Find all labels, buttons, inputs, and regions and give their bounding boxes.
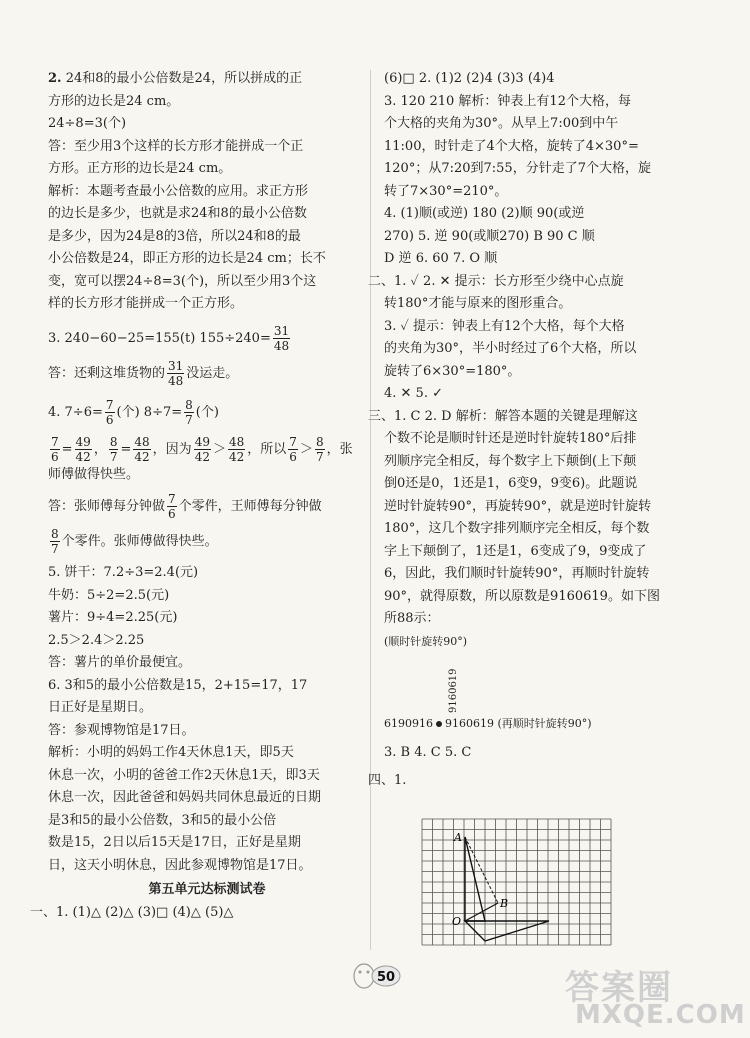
figure-caption: (顺时针旋转90°): [384, 634, 468, 648]
text-line: ，张: [326, 441, 353, 457]
text-line: 11:00，时针走了4个大格，旋转了4×30°=: [384, 138, 639, 154]
text-line: 个数不论是顺时针还是逆时针旋转180°后排: [384, 431, 637, 446]
right-column: [368, 68, 710, 793]
fraction: [167, 492, 177, 521]
text-line: 的边长是多少，也就是求24和8的最小公倍数: [48, 206, 307, 221]
text-line: 3. 120 210 解析：钟表上有12个大格，每: [384, 93, 631, 109]
denominator: 48: [168, 373, 184, 388]
text-line: 薯片：9÷4=2.25(元): [48, 610, 178, 625]
text-line: (6)□ 2. (1)2 (2)4 (3)3 (4)4: [384, 71, 555, 86]
numerator: 48: [228, 434, 245, 449]
text-line: 3. B 4. C 5. C: [384, 744, 472, 760]
text-line: 解析：本题考查最小公倍数的应用。求正方形: [48, 183, 309, 199]
numerator: 49: [75, 434, 91, 449]
text-line: 6. 3和5的最小公倍数是15，2+15=17，17: [48, 677, 308, 693]
numerator: 48: [134, 434, 150, 449]
text-line: D 逆 6. 60 7. O 顺: [384, 251, 498, 266]
fraction: [315, 435, 325, 464]
denominator: 7: [315, 449, 324, 464]
text-line: ，所以: [247, 441, 287, 457]
text-line: 4. ✕ 5. ✓: [384, 386, 443, 401]
fraction: [133, 435, 150, 464]
text-line: 字上下颠倒了，1还是1，6变成了9，9变成了: [384, 543, 647, 559]
text-line: 三、1. C 2. D 解析：解答本题的关键是理解这: [368, 408, 638, 424]
text-line: 转180°才能与原来的图形重合。: [384, 296, 572, 311]
fraction: [194, 435, 211, 464]
numerator: 7: [105, 397, 114, 412]
figure-caption: (再顺时针旋转90°): [497, 717, 592, 730]
triangle-original: [465, 837, 485, 921]
numerator: 7: [51, 434, 59, 449]
text-line: 是3和5的最小公倍数，3和5的最小公倍: [48, 812, 277, 828]
text-line: 倒0还是0，1还是1，6变9，9变6)。此题说: [384, 476, 638, 491]
denominator: 42: [194, 449, 210, 464]
center-dot-icon: [436, 721, 442, 727]
text-line: 牛奶：5÷2=2.5(元): [48, 587, 170, 603]
text-line: 解析：小明的妈妈工作4天休息1天，即5天: [48, 745, 294, 760]
watermark-url: MXQE.COM: [575, 1000, 746, 1030]
label-o: O: [452, 915, 462, 928]
text-line: ，因为: [152, 441, 192, 457]
text-line: 师傅做得快些。: [48, 466, 140, 482]
q2-number: 2.: [48, 71, 62, 86]
text-line: 24÷8=3(个): [48, 116, 127, 131]
numerator: 31: [168, 358, 184, 373]
figure-number: 6190916: [384, 717, 433, 730]
text-line: 二、1. ✓ 2. ✕ 提示：长方形至少绕中心点旋: [368, 273, 624, 289]
watermark-text: 答案圈: [565, 968, 673, 1008]
numerator: 8: [185, 397, 193, 412]
segment-ab-dashed: [465, 837, 498, 903]
text-line: 方形的边长是24 cm。: [48, 93, 180, 109]
numerator: 7: [289, 434, 297, 449]
denominator: 6: [105, 412, 114, 427]
rotation-grid-figure: [420, 817, 614, 947]
text-line: 转了7×30°=210°。: [384, 183, 508, 199]
text-line: 四、1.: [368, 773, 407, 788]
denominator: 42: [228, 449, 245, 464]
denominator: 42: [134, 449, 150, 464]
text-line: 列顺序完全相反，每个数字上下颠倒(上下颠: [384, 453, 637, 469]
left-column: 2. 24和8的最小公倍数是24，所以拼成的正 方形的边长是24 cm。 24÷8=3(个) 答：至少用3个这样的长方形才能拼成一个正 方形。正方形的边长是24 cm。 解析：本题考查最小公倍数的应用。求正方形 的边长是多少，也就是求24和8的最小公倍数 是多少，因为24是8的3倍，所以24和8的最 小公倍数是24，即正方形的边长是24 cm；长不 变，宽可以摆24÷8=3(个)，所以至少用3个这 样的长方形才能拼成一个正方形。 3. 240−60−25=155(t) 155÷240= $\frac{31}{48}$ 答：还剩这堆货物的 $\frac{31}{48}$ 没运走。 4. 7÷6= $\frac{7}{6}$ (个) 8÷7= $\frac{8}{7}$ (个) $\frac{7}{6}$ = $\frac{49}{42}$ ， $\frac{8}{7}$ = $\frac{48}{42}$ ，因为 $\frac{49}{42}$ ＞ $\frac{48}{42}$ ，所以 $\frac{7}{6}$ ＞ $\frac{8}{7}$ ，张 师傅做得快些。 答：张师傅每分钟做 $\frac{7}{6}$ 个零件，王师傅每分钟做 $\frac{8}{7}$ 个零件。张师傅做得快些。 5. 饼干：7.2÷3=2.4(元) 牛奶：5÷2=2.5(元) 薯片：9÷4=2.25(元) 2.5＞2.4＞2.25 答：薯片的单价最便宜。 6. 3和5的最小公倍数是15，2+15=17，17 日正好是星期日。 答：参观博物馆是17日。 解析：小明的妈妈工作4天休息1天，即5天 休息一次，小明的爸爸工作2天休息1天，即3天 休息一次，因此爸爸和妈妈共同休息最近的日期 是3和5的最小公倍数，3和5的最小公倍 数是15，2日以后15天是17日，正好是星期 日，这天小明休息，因此参观博物馆是17日。 第五单元达标测试卷 一、1. (1)△ (2)△ (3)□ (4)△ (5)△: [48, 68, 366, 924]
text-line: 4. (1)顺(或逆) 180 (2)顺 90(或逆: [384, 206, 585, 221]
text-line: (个): [195, 404, 219, 420]
text-line: 日正好是星期日。: [48, 700, 153, 715]
text-line: 逆时针旋转90°，再旋转90°，就是逆时针旋转: [384, 498, 652, 514]
text-line: 个零件，王师傅每分钟做: [178, 499, 322, 514]
text-line: 样的长方形才能拼成一个正方形。: [48, 296, 244, 311]
numerator: 49: [194, 434, 210, 449]
denominator: 7: [109, 449, 118, 464]
mascot-icon: [354, 964, 374, 988]
denominator: 6: [289, 449, 297, 464]
text-line: 一、1. (1)△ (2)△ (3)□ (4)△ (5)△: [30, 904, 234, 920]
text-line: 答：张师傅每分钟做: [48, 499, 166, 514]
text-line: 4. 7÷6=: [48, 404, 103, 420]
text-line: 3. ✓ 提示：钟表上有12个大格，每个大格: [384, 318, 625, 334]
text-line: 休息一次，小明的爸爸工作2天休息1天，即3天: [48, 767, 320, 783]
text-line: 变，宽可以摆24÷8=3(个)，所以至少用3个这: [48, 273, 317, 289]
mascot-eye-icon: [359, 971, 362, 974]
denominator: 7: [51, 542, 59, 556]
text-line: 答：参观博物馆是17日。: [48, 722, 195, 738]
page-number: 50: [376, 970, 396, 985]
text-line: 没运走。: [186, 365, 239, 381]
text-line: 5. 饼干：7.2÷3=2.4(元): [48, 565, 199, 580]
text-line: 休息一次，因此爸爸和妈妈共同休息最近的日期: [48, 790, 322, 805]
text-line: 180°，这几个数字排列顺序完全相反，每个数: [384, 521, 650, 536]
unit-title: 第五单元达标测试卷: [148, 882, 266, 897]
text-line: 数是15，2日以后15天是17日，正好是星期: [48, 835, 301, 850]
text-line: 90°，就得原数，所以原数是9160619。如下图: [384, 588, 660, 604]
numerator: 8: [315, 434, 324, 449]
text-line: 的夹角为30°，半小时经过了6个大格，所以: [384, 341, 637, 356]
page-number-badge: [346, 950, 404, 998]
text-line: 个零件。张师傅做得快些。: [61, 534, 218, 549]
numerator: 8: [109, 434, 118, 449]
fraction: [75, 435, 92, 464]
text-line: 答：还剩这堆货物的: [48, 365, 166, 381]
fraction: [50, 435, 60, 464]
figure-number: 9160619: [445, 717, 494, 730]
text-line: 24和8的最小公倍数是24，所以拼成的正: [65, 71, 303, 86]
text-line: 答：至少用3个这样的长方形才能拼成一个正: [48, 138, 304, 154]
label-a: A: [454, 831, 462, 844]
numerator: 31: [273, 323, 290, 338]
fraction: [228, 435, 245, 464]
label-b: B: [500, 897, 509, 910]
denominator: 6: [51, 449, 59, 464]
text-line: 270) 5. 逆 90(或顺270) B 90 C 顺: [384, 228, 595, 244]
mascot-eye-icon: [367, 971, 370, 974]
numerator: 8: [51, 527, 59, 541]
text-line: ，: [93, 441, 107, 457]
text-line: 个大格的夹角为30°。从早上7:00到中午: [384, 116, 619, 131]
fraction: [184, 398, 194, 427]
text-line: 所88示：: [384, 611, 440, 626]
denominator: 7: [185, 412, 193, 427]
text-line: 小公倍数是24，即正方形的边长是24 cm；长不: [48, 251, 326, 266]
fraction: [109, 435, 119, 464]
text-line: (个) 8÷7=: [116, 404, 183, 420]
fraction: [167, 359, 184, 388]
text-line: 3. 240−60−25=155(t) 155÷240=: [48, 330, 271, 346]
denominator: 42: [75, 449, 91, 464]
numerator: 7: [168, 492, 176, 506]
fraction: [288, 435, 298, 464]
text-line: 120°；从7:20到7:55，分针走了7个大格，旋: [384, 161, 651, 176]
denominator: 48: [273, 338, 290, 353]
text-line: 是多少，因为24是8的3倍，所以24和8的最: [48, 228, 301, 244]
text-line: ＞: [212, 441, 226, 457]
denominator: 6: [168, 507, 176, 521]
fraction: [50, 527, 60, 556]
text-line: 答：薯片的单价最便宜。: [48, 655, 192, 670]
text-line: 旋转了6×30°=180°。: [384, 363, 521, 379]
rotated-number: 9160619: [448, 668, 459, 713]
text-line: 方形。正方形的边长是24 cm。: [48, 161, 232, 176]
fraction: [273, 324, 290, 353]
fraction: [105, 398, 115, 427]
text-line: 2.5＞2.4＞2.25: [48, 632, 145, 648]
text-line: 日，这天小明休息，因此参观博物馆是17日。: [48, 857, 312, 873]
text-line: 6，因此，我们顺时针旋转90°，再顺时针旋转: [384, 566, 650, 581]
